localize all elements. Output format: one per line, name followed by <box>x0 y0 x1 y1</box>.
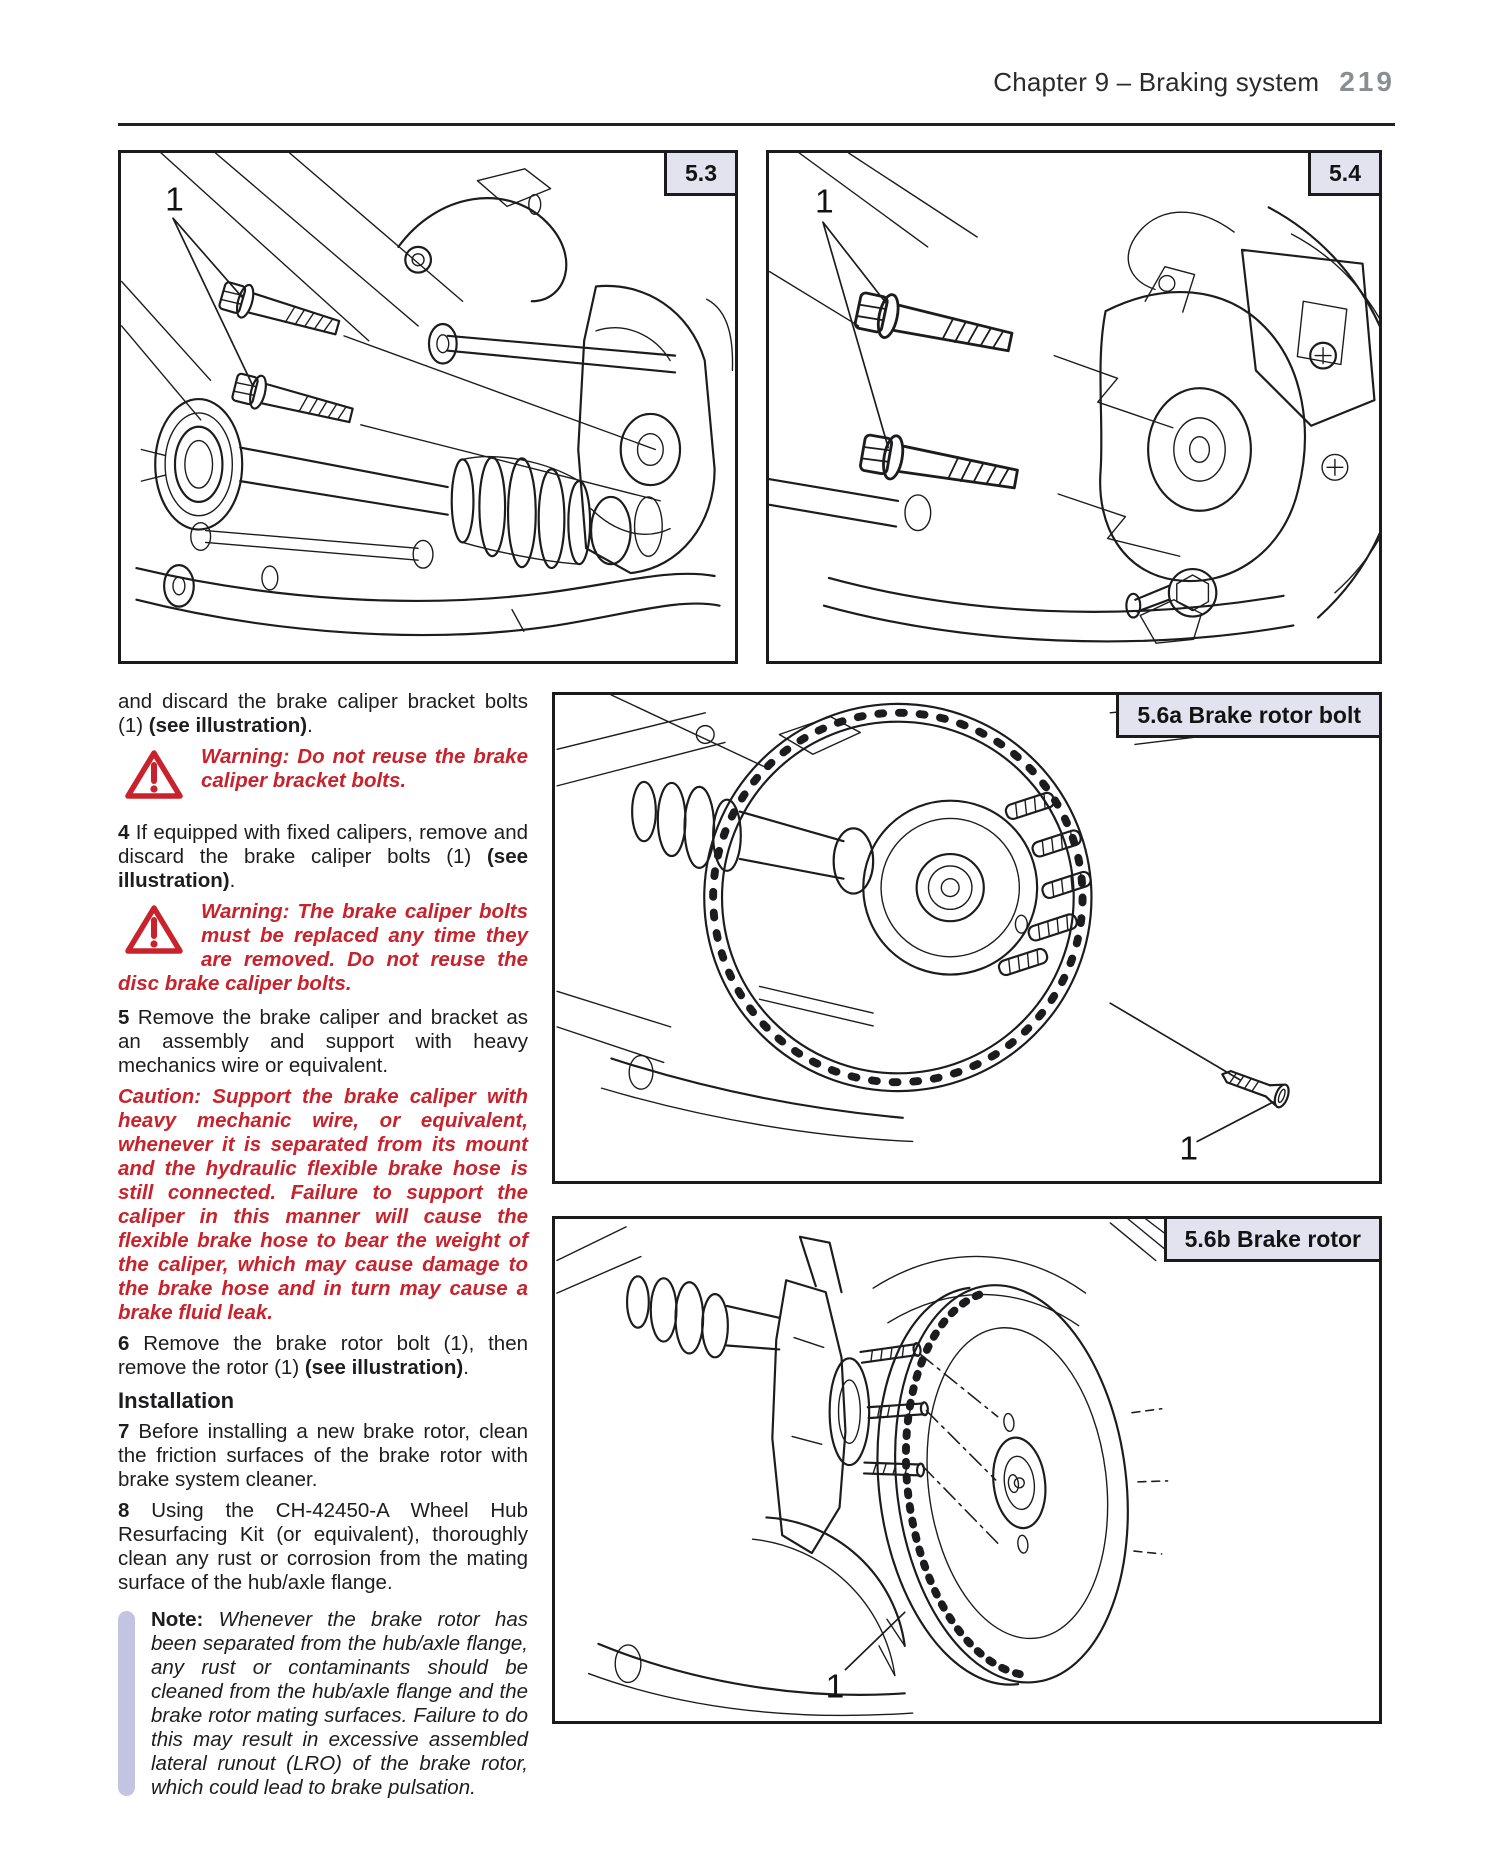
step-end: . <box>229 869 236 892</box>
step-text: Before installing a new brake rotor, clean the friction surfaces of the brake rotor with brake system cleaner. <box>118 1420 528 1491</box>
chapter-title: Chapter 9 – Braking system <box>993 67 1320 97</box>
step-5 <box>118 1006 528 1078</box>
illustration-caliper-bolts <box>769 153 1379 661</box>
illustration-brake-rotor <box>555 1219 1379 1721</box>
warning-label: Warning: <box>201 745 290 768</box>
step-end: . <box>463 1356 469 1379</box>
figure-5-4 <box>766 150 1382 664</box>
step-number: 5 <box>118 1006 130 1029</box>
paragraph-text: and discard the brake caliper bracket bolts (1) <box>118 690 528 737</box>
note-bar <box>118 1611 135 1796</box>
step-number: 7 <box>118 1420 130 1443</box>
step-number: 4 <box>118 821 130 844</box>
callout-1: 1 <box>165 181 184 219</box>
rotor-bolt-screw <box>1218 1063 1291 1109</box>
warning-label: Warning: <box>201 900 290 923</box>
step-text: Using the CH-42450-A Wheel Hub Resurfacing Kit (or equivalent), thoroughly clean any rust or corrosion from the mating surface of the hub/axle flange. <box>118 1499 528 1594</box>
warning-triangle-icon <box>124 903 184 957</box>
callout-1: 1 <box>1179 1130 1199 1168</box>
illustration-rear-suspension-bolts <box>121 153 735 661</box>
step-7 <box>118 1420 528 1492</box>
warning-block-1 <box>118 745 528 811</box>
warning-text: The brake caliper bolts must be replaced any time they are removed. Do not reuse the disc brake caliper bolts. <box>118 900 528 995</box>
figure-5-6b <box>552 1216 1382 1724</box>
page-header <box>993 66 1395 98</box>
paragraph-end: . <box>307 714 313 737</box>
see-illustration-ref: (see illustration) <box>148 714 308 737</box>
warning-text: Do not reuse the brake caliper bracket bolts. <box>201 745 528 792</box>
caliper-bolt-upper <box>853 288 1014 363</box>
step-text: Remove the brake caliper and bracket as an assembly and support with heavy mechanics wire or equivalent. <box>118 1006 528 1077</box>
warning-triangle-icon <box>124 748 184 802</box>
brake-rotor <box>856 1272 1150 1698</box>
figure-5-3 <box>118 150 738 664</box>
note-label: Note: <box>151 1608 204 1631</box>
callout-1: 1 <box>825 1668 845 1706</box>
callout-1: 1 <box>815 183 834 221</box>
illustration-brake-rotor-bolt <box>555 695 1379 1181</box>
page-number: 219 <box>1339 66 1395 97</box>
step-6 <box>118 1332 528 1380</box>
figure-label-5-4: 5.4 <box>1308 150 1382 196</box>
step-number: 8 <box>118 1499 130 1522</box>
paragraph-continued <box>118 690 528 738</box>
figure-label-5-6a: 5.6a Brake rotor bolt <box>1116 692 1382 738</box>
step-number: 6 <box>118 1332 130 1355</box>
see-illustration-ref: (see illustration) <box>304 1356 464 1379</box>
body-text-column <box>118 690 528 1800</box>
step-4 <box>118 821 528 893</box>
warning-block-2 <box>118 900 528 996</box>
figure-5-6a <box>552 692 1382 1184</box>
note-paragraph <box>151 1608 528 1800</box>
see-illustration-ref: (see illustration) <box>118 845 528 892</box>
step-text: Remove the brake rotor bolt (1), then remove the rotor (1) <box>118 1332 528 1379</box>
header-rule <box>118 123 1395 126</box>
note-block <box>118 1608 528 1800</box>
note-text: Whenever the brake rotor has been separated from the hub/axle flange, any rust or contaminants should be cleaned from the hub/axle flange and the brake rotor mating surfaces. Failure to do this may result in excessive assembled lateral runout (LRO) of the brake rotor, which could lead to brake pulsation. <box>151 1608 528 1799</box>
installation-heading: Installation <box>118 1388 235 1413</box>
caution-label: Caution: <box>118 1085 202 1108</box>
step-8 <box>118 1499 528 1595</box>
caution-block <box>118 1085 528 1325</box>
caliper-bolt-lower <box>859 431 1020 501</box>
figure-label-5-6b: 5.6b Brake rotor <box>1164 1216 1382 1262</box>
caliper-bracket-bolt-upper <box>218 279 342 344</box>
figure-label-5-3: 5.3 <box>664 150 738 196</box>
step-text: If equipped with fixed calipers, remove and discard the brake caliper bolts (1) <box>118 821 528 868</box>
caution-text: Support the brake caliper with heavy mechanic wire, or equivalent, whenever it is separated from its mount and the hydraulic flexible brake hose is still connected. Failure to support the caliper in this manner will cause the flexible brake hose to bear the weight of the caliper, which may cause damage to the brake hose and in turn may cause a brake fluid leak. <box>118 1085 528 1324</box>
